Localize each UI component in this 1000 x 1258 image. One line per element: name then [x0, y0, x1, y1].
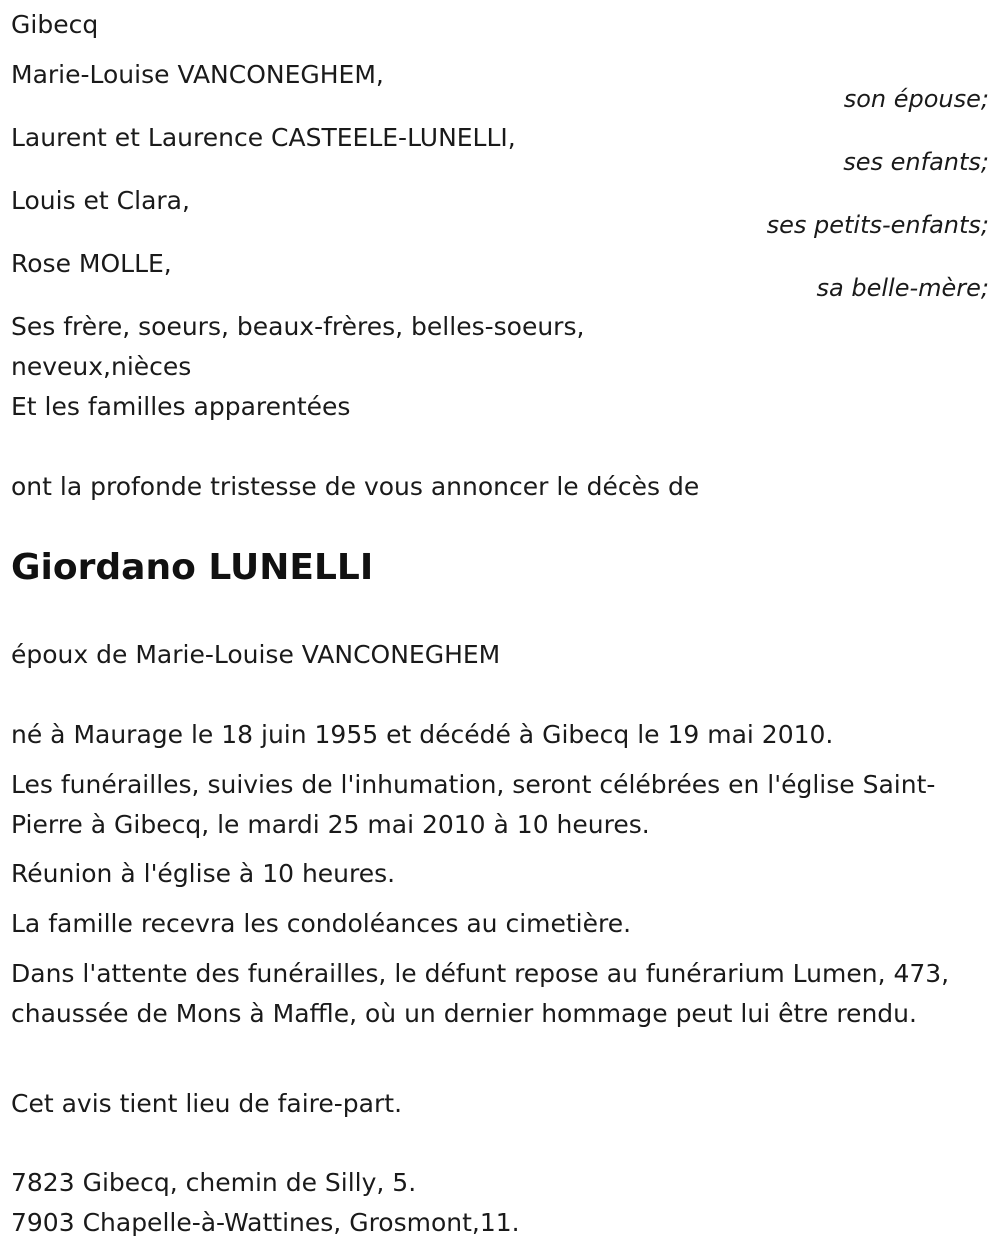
funeral-details: Les funérailles, suivies de l'inhumation, seront célébrées en l'église Saint-Pierre à Gibecq, le mardi 25 mai 2010 à 10 heures.	[11, 770, 936, 839]
others-line-2: neveux,nièces	[11, 352, 192, 381]
address-2: 7903 Chapelle-à-Wattines, Grosmont,11.	[11, 1208, 520, 1237]
condolences: La famille recevra les condoléances au cimetière.	[11, 909, 632, 938]
family-member-mother-in-law: Rose MOLLE,	[11, 249, 172, 278]
relation-grandchildren: ses petits-enfants;	[766, 211, 989, 239]
others-line-1: Ses frère, soeurs, beaux-frères, belles-soeurs,	[11, 312, 585, 341]
funerarium-details: Dans l'attente des funérailles, le défunt repose au funérarium Lumen, 473, chaussée de Mons à Maffle, où un dernier hommage peut lui être rendu.	[11, 959, 950, 1028]
church-meeting: Réunion à l'église à 10 heures.	[11, 859, 396, 888]
location: Gibecq	[11, 10, 99, 39]
relation-mother-in-law: sa belle-mère;	[816, 274, 989, 302]
family-member-grandchildren: Louis et Clara,	[11, 186, 190, 215]
relation-spouse: son épouse;	[843, 85, 989, 113]
birth-death-line: né à Maurage le 18 juin 1955 et décédé à Gibecq le 19 mai 2010.	[11, 720, 834, 749]
spouse-line: époux de Marie-Louise VANCONEGHEM	[11, 640, 501, 669]
family-member-children: Laurent et Laurence CASTEELE-LUNELLI,	[11, 123, 516, 152]
notice-statement: Cet avis tient lieu de faire-part.	[11, 1089, 403, 1118]
others-line-3: Et les familles apparentées	[11, 392, 351, 421]
deceased-name: Giordano LUNELLI	[11, 547, 374, 588]
relation-children: ses enfants;	[843, 148, 989, 176]
announcement: ont la profonde tristesse de vous annoncer le décès de	[11, 472, 700, 501]
family-member-spouse: Marie-Louise VANCONEGHEM,	[11, 60, 384, 89]
address-1: 7823 Gibecq, chemin de Silly, 5.	[11, 1168, 417, 1197]
